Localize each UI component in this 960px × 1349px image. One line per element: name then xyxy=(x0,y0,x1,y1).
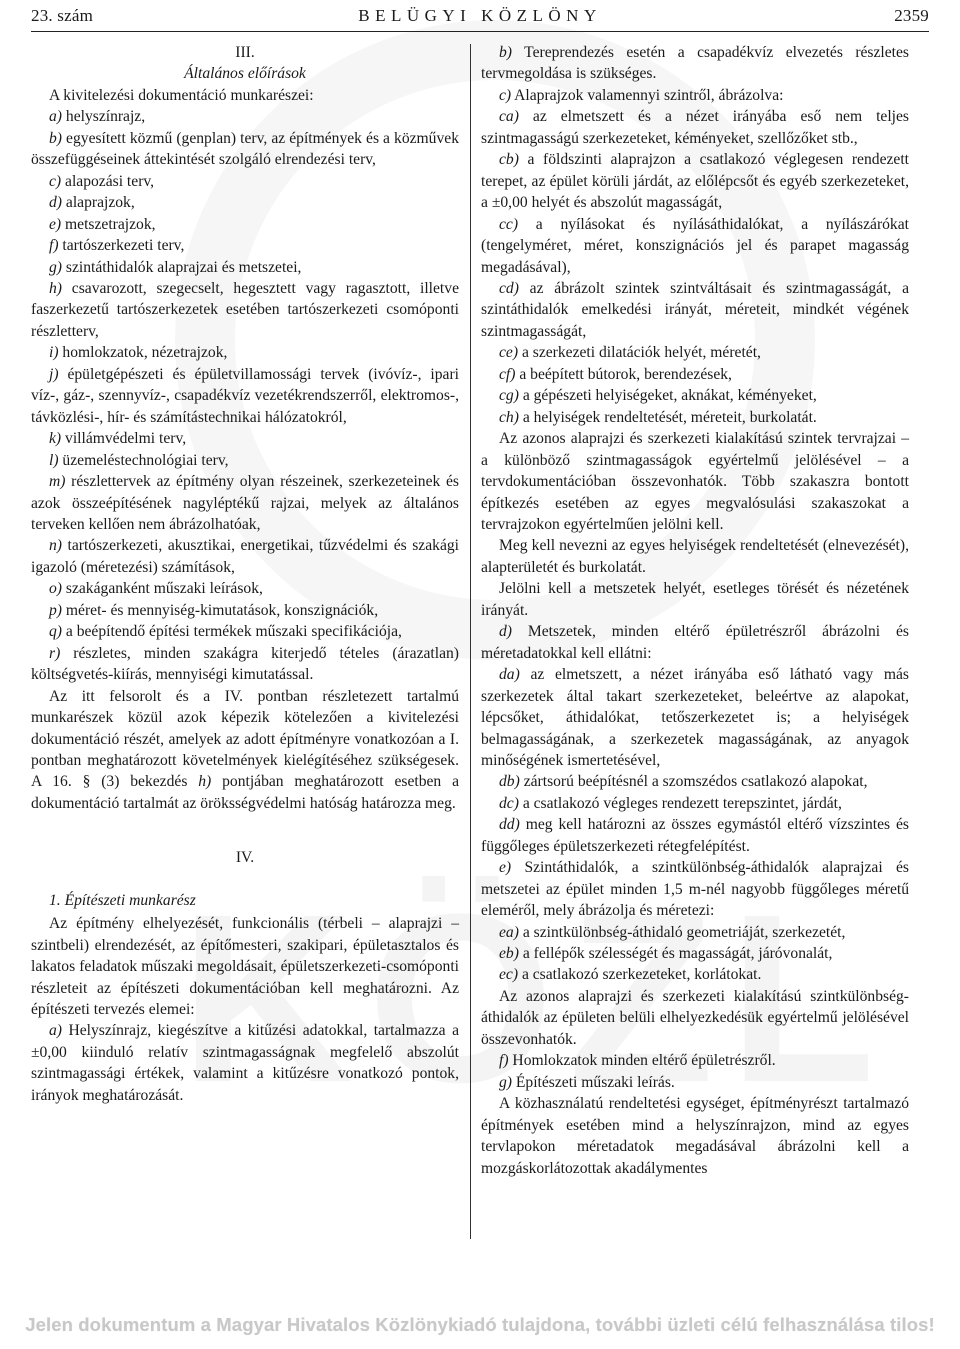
item-ch: ch) a helyiségek rendeltetését, méreteit, burkolatát. xyxy=(499,408,817,426)
subsection-1-paragraph: Az építmény elhelyezését, funkcionális (térbeli – alaprajzi – szintbeli) elrendezését, az építőmesteri, szakipari, épületasztalos és lakatos feladatok műszaki megoldásait, épületszerkezeti-csomóponti részleteit az építészeti dokumentációban kell meghatározni. Az építészeti tervezés elemei: xyxy=(31,915,459,1019)
list-item: m) részlettervek az építmény olyan részeinek, szerkezeteinek és azok összeépítésének nagyléptékű rajzai, melyek az általános terveken kellően nem ábrázolhatóak, xyxy=(31,473,459,533)
item-ec: ec) a csatlakozó szerkezeteket, korlátokat. xyxy=(499,966,762,984)
paragraph-rooms: Meg kell nevezni az egyes helyiségek rendeltetését (elnevezését), alapterületét és burkolatát. xyxy=(481,537,909,576)
component-list xyxy=(31,106,459,685)
journal-title: BELÜGYI KÖZLÖNY xyxy=(358,6,602,25)
list-item: n) tartószerkezeti, akusztikai, energetikai, tűzvédelmi és szakági igazoló (méretezési) számítások, xyxy=(31,537,459,576)
item-cb: cb) a földszinti alaprajzon a csatlakozó véglegesen rendezett terepet, az épület körüli járdát, az előlépcsőt és egyéb szerkezeteket, a ±0,00 helyét és abszolút magasságát, xyxy=(481,151,909,212)
item-ca: ca) az elmetszett és a nézet irányába eső nem teljes szintmagasságú szerkezeteket, kéményeket, szellőzőket stb., xyxy=(481,108,909,147)
list-item: j) épületgépészeti és épületvillamossági tervek (ivóvíz-, ipari víz-, gáz-, szennyvíz-, csapadékvíz vezetékrendszerről, elektromos-, távközlési-, hír- és számítástechnikai hálózatokról, xyxy=(31,365,459,426)
intro-text: A kivitelezési dokumentáció munkarészei: xyxy=(49,86,314,104)
list-item: k) villámvédelmi terv, xyxy=(49,430,187,448)
item-e: e) Szintáthidalók, a szintkülönbség-áthidalók alaprajzai és metszetei az épület minden 1,5 m-nél nagyobb függőleges méretű eleméről, mely ábrázolja és méretezi: xyxy=(481,859,909,920)
paragraph-levels: Az azonos alaprajzi és szerkezeti kialakítású szintek tervrajzai – a különböző szintmagasságok egyértelmű jelölésével – a tervdokumentációban összevonhatók. Több szakaszra bontott építkezés esetében az egyes megvalósulási szakaszokat a tervrajzokon egyértelműen jelölni kell. xyxy=(481,430,909,533)
closing-paragraph: Az itt felsorolt és a IV. pontban részletezett tartalmú munkarészek közül azok képezik kötelezően a kivitelezési dokumentáció részét, amelyek az adott építményre vonatkozóan a I. pontban meghatározott követelmények kielégítéséhez szükségesek. A 16. § (3) bekezdés h) pontjában meghatározott esetben a dokumentáció tartalmát az öröksségvédelmi hatóság határozza meg. xyxy=(31,687,459,812)
list-item: a) helyszínrajz, xyxy=(49,108,146,126)
paragraph-sections: Jelölni kell a metszetek helyét, esetleges törését és nézetének irányát. xyxy=(481,580,909,619)
item-dd: dd) meg kell határozni az összes egymástól eltérő vízszintes és függőleges épületszerkezeti rétegfelépítést. xyxy=(481,816,909,855)
paragraph-accessibility: A közhasználatú rendeltetési egységet, építményrészt tartalmazó építmények esetében mind a helyszínrajzon, mind az egyes tervlapokon méretadatok megadásával ábrázolni kell a mozgáskorlátozottak akadálymentes xyxy=(481,1095,909,1177)
item-d: d) Metszetek, minden eltérő épületrészről ábrázolni és méretadatokkal kell ellátni: xyxy=(481,623,909,662)
item-ce: ce) a szerkezeti dilatációk helyét, méretét, xyxy=(499,344,761,362)
list-item: i) homlokzatok, nézetrajzok, xyxy=(49,344,228,362)
page-number: 2359 xyxy=(894,6,929,25)
paragraph-stair-merge: Az azonos alaprajzi és szerkezeti kialakítású szintkülönbség-áthidalók az épületen belüli elhelyezkedésük egyértelmű jelölésével összevonhatók. xyxy=(481,987,909,1048)
list-item: c) alapozási terv, xyxy=(49,172,155,190)
section-iv-numeral: IV. xyxy=(235,849,255,867)
list-item: p) méret- és mennyiség-kimutatások, konszignációk, xyxy=(49,601,379,619)
issue-number: 23. szám xyxy=(31,6,94,25)
list-item: h) csavarozott, szegecselt, hegesztett vagy ragasztott, illetve faszerkezetű tartószerkezetek esetében tartószerkezeti csomóponti részletterv, xyxy=(31,279,459,340)
list-item: d) alaprajzok, xyxy=(49,194,135,212)
item-db: db) zártsorú beépítésnél a szomszédos csatlakozó alapokat, xyxy=(499,773,868,791)
item-c: c) Alaprajzok valamennyi szintről, ábrázolva: xyxy=(499,86,784,104)
list-item: l) üzemeléstechnológiai terv, xyxy=(49,451,229,469)
section-iii-title: Általános előírások xyxy=(184,65,306,83)
list-item: e) metszetrajzok, xyxy=(49,215,156,233)
list-item: r) részletes, minden szakágra kiterjedő tételes (árazatlan) költségvetés-kiírás, mennyiségi kimutatással. xyxy=(31,644,459,684)
subsection-1-title: 1. Építészeti munkarész xyxy=(49,891,196,909)
list-item: q) a beépítendő építési termékek műszaki specifikációja, xyxy=(49,623,402,641)
item-cd: cd) az ábrázolt szintek szintváltásait és szintmagasságát, a szintáthidalók emelkedési irányát, méreteit, mindkét végének szintmagasságát, xyxy=(481,279,909,340)
left-column xyxy=(31,42,459,1106)
list-item: g) szintáthidalók alaprajzai és metszetei, xyxy=(49,258,302,276)
item-cg: cg) a gépészeti helyiségeket, aknákat, kéményeket, xyxy=(499,387,817,405)
right-column xyxy=(481,42,909,1179)
list-item: b) egyesített közmű (genplan) terv, az építmények és a közművek összefüggéseinek áttekintését szolgáló elrendezési terv, xyxy=(31,129,459,169)
item-eb: eb) a fellépők szélességét és magasságát, járóvonalát, xyxy=(499,945,833,963)
item-cc: cc) a nyílásokat és nyílásáthidalókat, a nyílászárókat (tengelyméret, méret, konszignációs jel és parapet magasság megadásával), xyxy=(481,215,909,276)
column-divider xyxy=(470,44,471,1239)
item-g: g) Építészeti műszaki leírás. xyxy=(499,1073,675,1091)
item-da: da) az elmetszett, a nézet irányába eső látható vagy más szerkezetek által takart szerkezeteket, beleértve az alapokat, lépcsőket, áthidalókat, tetőszerkezetet is; a helyiségek belmagasságának, a szerkezetek magasságának, az anyagok minőségének ismertetésével, xyxy=(481,666,909,769)
item-f: f) Homlokzatok minden eltérő épületrészről. xyxy=(499,1052,776,1070)
section-iii-numeral: III. xyxy=(235,44,255,61)
item-a-site-plan: a) Helyszínrajz, kiegészítve a kitűzési adatokkal, tartalmazza a ±0,00 kiinduló relatív szintmagasságnak megfelelő abszolút szintmagassági értékek, valamint a kitűzésre vonatkozó pontok, irányok meghatározását. xyxy=(31,1022,459,1104)
header-rule xyxy=(31,31,929,32)
item-b: b) Tereprendezés esetén a csapadékvíz elvezetés részletes tervmegoldása is szükséges. xyxy=(481,44,909,83)
list-item: f) tartószerkezeti terv, xyxy=(49,237,185,255)
list-item: o) szakáganként műszaki leírások, xyxy=(49,580,263,598)
item-dc: dc) a csatlakozó végleges rendezett terepszintet, járdát, xyxy=(499,794,842,812)
copyright-notice: Jelen dokumentum a Magyar Hivatalos Közlönykiadó tulajdona, további üzleti célú felhasználása tilos! xyxy=(0,1300,960,1349)
item-ea: ea) a szintkülönbség-áthidaló geometriáját, szerkezetét, xyxy=(499,923,846,941)
item-cf: cf) a beépített bútorok, berendezések, xyxy=(499,365,732,383)
page-header xyxy=(31,6,929,28)
